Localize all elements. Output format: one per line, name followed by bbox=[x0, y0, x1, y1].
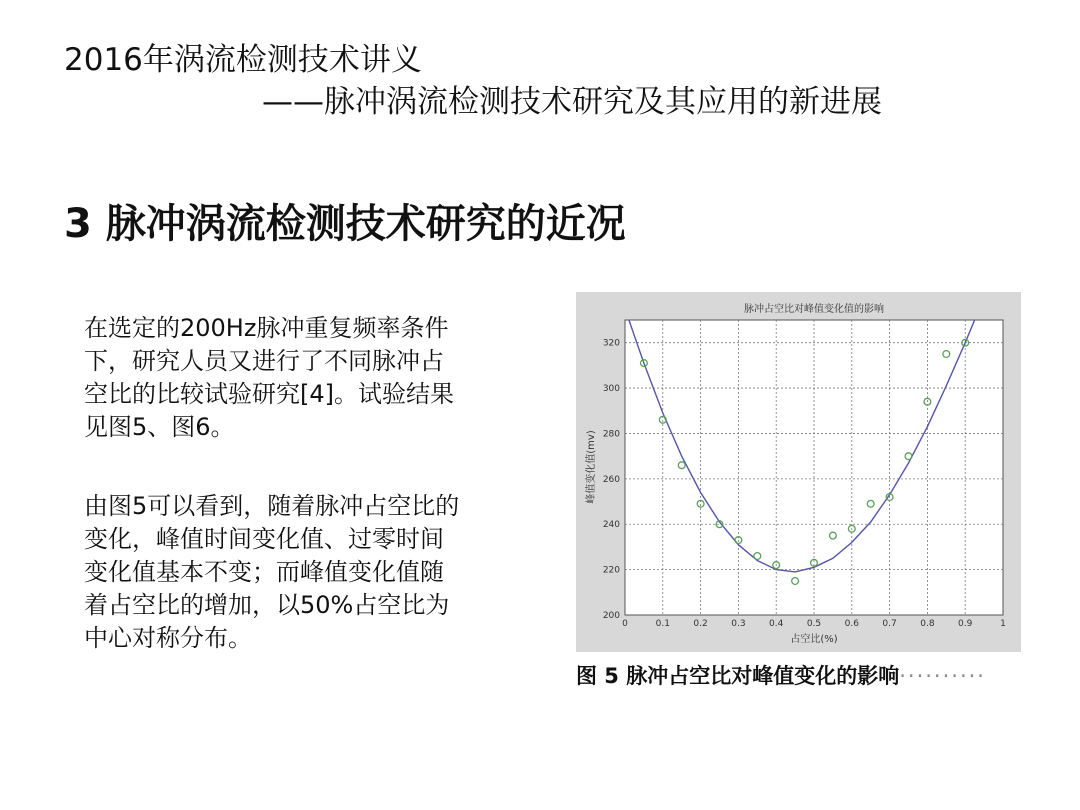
paragraph-2-line: 中心对称分布。 bbox=[84, 624, 252, 652]
paragraph-1-line: 空比的比较试验研究[4]。试验结果 bbox=[84, 380, 454, 408]
chart-title: 脉冲占空比对峰值变化值的影响 bbox=[744, 304, 884, 315]
x-tick-label: 0.6 bbox=[844, 619, 859, 629]
caption-leader-dots: ·········· bbox=[899, 664, 986, 688]
paragraph-2 bbox=[84, 490, 554, 655]
x-tick-label: 0.2 bbox=[693, 619, 708, 629]
paragraph-1-line: 下，研究人员又进行了不同脉冲占 bbox=[84, 347, 444, 375]
y-tick-label: 320 bbox=[602, 338, 620, 349]
x-tick-label: 0.1 bbox=[655, 619, 670, 629]
x-tick-label: 0 bbox=[622, 619, 628, 629]
y-tick-label: 300 bbox=[602, 384, 620, 395]
paragraph-1-line: 在选定的200Hz脉冲重复频率条件 bbox=[84, 314, 449, 342]
duty-cycle-chart bbox=[576, 292, 1021, 652]
paragraph-2-line: 由图5可以看到，随着脉冲占空比的 bbox=[84, 492, 460, 520]
x-tick-label: 0.4 bbox=[769, 619, 784, 629]
paragraph-2-line: 变化，峰值时间变化值、过零时间 bbox=[84, 525, 444, 553]
y-tick-label: 260 bbox=[602, 474, 620, 485]
y-tick-label: 220 bbox=[602, 565, 620, 576]
y-tick-label: 240 bbox=[602, 520, 620, 531]
figure-caption bbox=[576, 660, 1036, 692]
paragraph-2-line: 变化值基本不变；而峰值变化值随 bbox=[84, 558, 444, 586]
x-tick-label: 0.9 bbox=[958, 619, 973, 629]
lecture-title: 2016年涡流检测技术讲义 bbox=[64, 42, 422, 78]
paragraph-1 bbox=[84, 312, 554, 444]
paragraph-2-line: 着占空比的增加，以50%占空比为 bbox=[84, 591, 450, 619]
figure-5 bbox=[576, 292, 1021, 652]
x-tick-label: 0.5 bbox=[806, 619, 822, 629]
lecture-subtitle: ——脉冲涡流检测技术研究及其应用的新进展 bbox=[262, 84, 882, 120]
figure-caption-text: 图 5 脉冲占空比对峰值变化的影响 bbox=[576, 664, 900, 688]
x-tick-label: 0.7 bbox=[882, 619, 897, 629]
x-tick-label: 1 bbox=[1000, 619, 1006, 629]
x-tick-label: 0.8 bbox=[920, 619, 935, 629]
section-title: 3 脉冲涡流检测技术研究的近况 bbox=[64, 201, 626, 247]
y-tick-label: 200 bbox=[602, 611, 620, 621]
paragraph-1-line: 见图5、图6。 bbox=[84, 413, 235, 441]
y-axis-label: 峰值变化值(mv) bbox=[586, 430, 597, 504]
y-tick-label: 280 bbox=[602, 429, 620, 440]
x-axis-label: 占空比(%) bbox=[790, 634, 838, 645]
x-tick-label: 0.3 bbox=[731, 619, 746, 629]
